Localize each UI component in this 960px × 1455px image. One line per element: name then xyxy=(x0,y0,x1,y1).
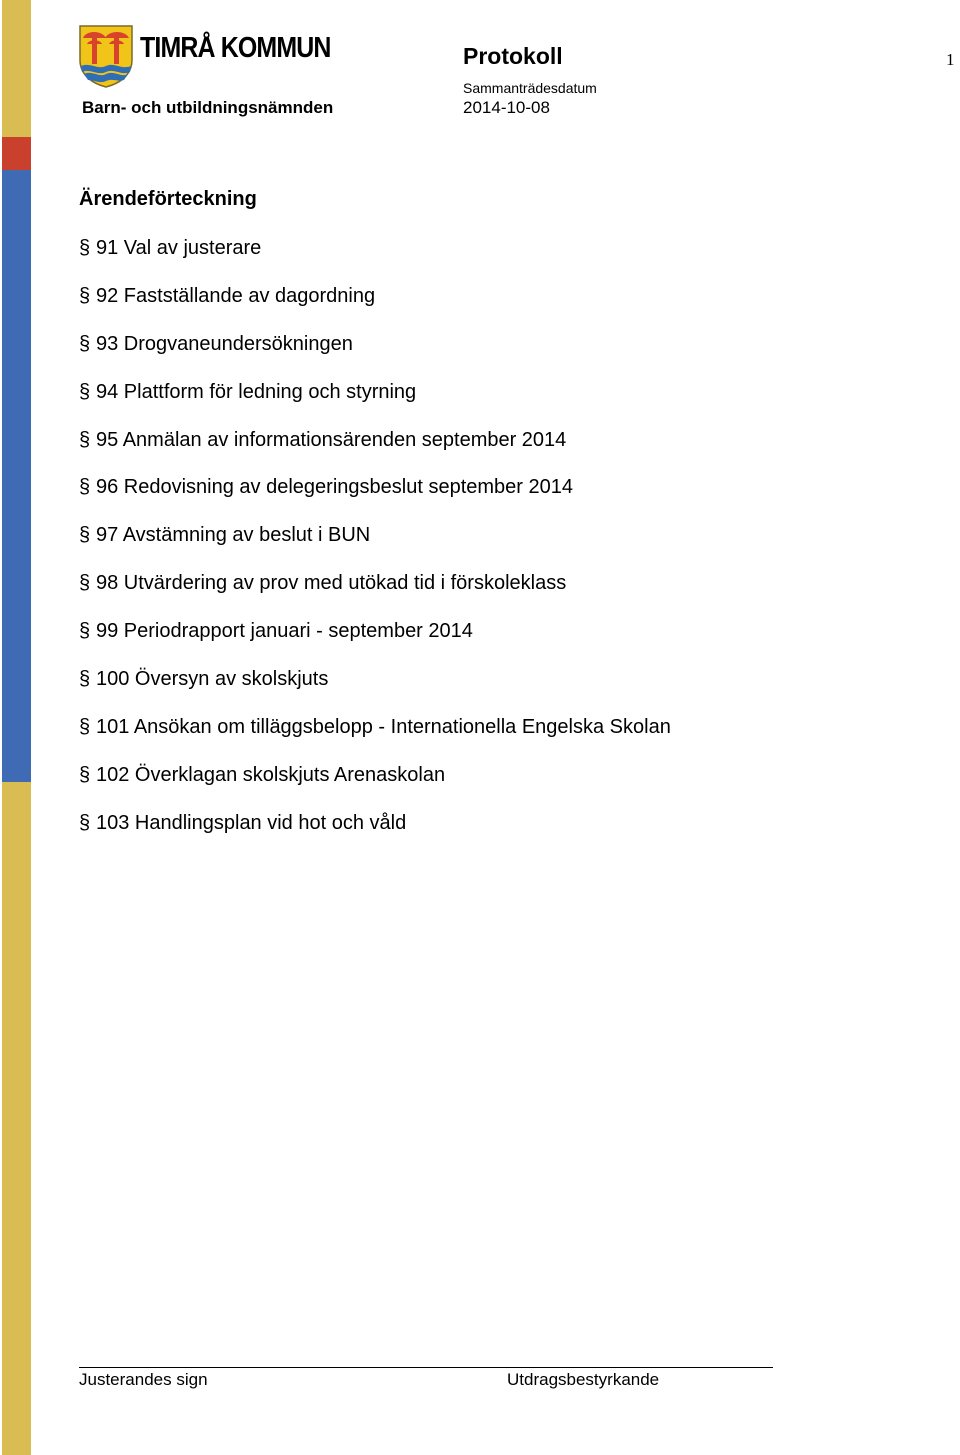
committee-name: Barn- och utbildningsnämnden xyxy=(82,98,334,117)
paragraph-sign: § xyxy=(79,476,91,499)
agenda-item xyxy=(79,235,671,283)
agenda-item xyxy=(79,379,671,427)
margin-stripe-red xyxy=(2,137,31,170)
agenda-item xyxy=(79,522,671,570)
agenda-item-text: 99 Periodrapport januari - september 2014 xyxy=(96,620,473,643)
agenda-item-text: 92 Fastställande av dagordning xyxy=(96,284,376,307)
paragraph-sign: § xyxy=(79,332,91,355)
footer-certification-label: Utdragsbestyrkande xyxy=(507,1370,660,1389)
agenda-list xyxy=(79,235,671,858)
paragraph-sign: § xyxy=(79,237,91,259)
agenda-item-text: 102 Överklagan skolskjuts Arenaskolan xyxy=(96,763,446,786)
paragraph-sign: § xyxy=(79,524,91,547)
document-title: Protokoll xyxy=(463,43,563,69)
agenda-item-text: 95 Anmälan av informationsärenden september 2014 xyxy=(96,428,567,451)
agenda-item xyxy=(79,474,671,522)
agenda-item-text: 98 Utvärdering av prov med utökad tid i förskoleklass xyxy=(96,572,567,595)
paragraph-sign: § xyxy=(79,811,91,834)
agenda-item xyxy=(79,666,671,714)
page-number: 1 xyxy=(946,50,955,69)
footer-divider xyxy=(79,1367,773,1368)
agenda-item-text: 96 Redovisning av delegeringsbeslut september 2014 xyxy=(96,476,573,499)
meeting-date-value: 2014-10-08 xyxy=(463,98,550,117)
agenda-item xyxy=(79,618,671,666)
logo-wordmark: TIMRÅ KOMMUN xyxy=(140,32,331,64)
paragraph-sign: § xyxy=(79,380,91,403)
agenda-item-text: 100 Översyn av skolskjuts xyxy=(96,668,329,691)
agenda-item-text: 97 Avstämning av beslut i BUN xyxy=(96,524,371,547)
paragraph-sign: § xyxy=(79,668,91,691)
agenda-item xyxy=(79,427,671,475)
paragraph-sign: § xyxy=(79,284,91,307)
agenda-item-text: 103 Handlingsplan vid hot och våld xyxy=(96,811,407,834)
footer-signature-label: Justerandes sign xyxy=(79,1370,208,1389)
agenda-item xyxy=(79,762,671,810)
meeting-date-label: Sammanträdesdatum xyxy=(463,80,597,96)
paragraph-sign: § xyxy=(79,763,91,786)
municipality-logo xyxy=(78,24,338,88)
agenda-item xyxy=(79,810,671,858)
agenda-item-text: 93 Drogvaneundersökningen xyxy=(96,332,353,355)
margin-stripe-blue xyxy=(2,170,31,782)
agenda-item xyxy=(79,331,671,379)
agenda-item xyxy=(79,283,671,331)
agenda-item-text: 101 Ansökan om tilläggsbelopp - Internationella Engelska Skolan xyxy=(96,715,671,738)
margin-stripe-gold-top xyxy=(2,0,31,137)
paragraph-sign: § xyxy=(79,572,91,595)
paragraph-sign: § xyxy=(79,715,91,738)
paragraph-sign: § xyxy=(79,428,91,451)
agenda-item-text: 91 Val av justerare xyxy=(96,237,262,259)
section-heading: Ärendeförteckning xyxy=(79,188,257,210)
agenda-item xyxy=(79,570,671,618)
paragraph-sign: § xyxy=(79,620,91,643)
margin-stripe-gold-bottom xyxy=(2,782,31,1455)
coat-of-arms-icon xyxy=(78,24,134,88)
agenda-item xyxy=(79,714,671,762)
agenda-item-text: 94 Plattform för ledning och styrning xyxy=(96,380,417,403)
